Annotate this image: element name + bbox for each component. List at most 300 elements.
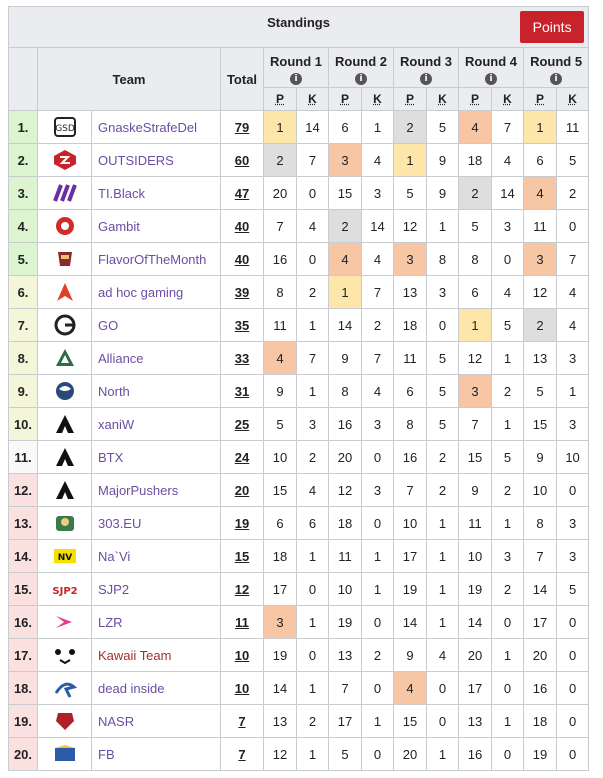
team-name-cell[interactable]	[92, 738, 221, 771]
round-2-kills-cell: 4	[362, 144, 394, 177]
round-4-kills-cell: 0	[492, 606, 524, 639]
round-3-kills-cell: 1	[427, 738, 459, 771]
team-logo-cell	[38, 276, 92, 309]
round-5-placement-cell: 17	[524, 606, 557, 639]
team-name-cell[interactable]	[92, 474, 221, 507]
round-1-kills-cell: 1	[297, 375, 329, 408]
xaniw-logo-icon	[52, 413, 78, 435]
round-4-kills-cell: 1	[492, 342, 524, 375]
round-2-kills-cell: 3	[362, 177, 394, 210]
round-1-placement-cell: 3	[264, 606, 297, 639]
total-points-cell: 12	[221, 573, 264, 606]
round-3-placement-cell: 13	[394, 276, 427, 309]
round-4-kills-cell: 1	[492, 408, 524, 441]
round-1-placement-cell: 4	[264, 342, 297, 375]
round-4-kills-cell: 4	[492, 276, 524, 309]
round-2-kills-cell: 0	[362, 738, 394, 771]
total-points-cell: 20	[221, 474, 264, 507]
round-2-kills-cell: 14	[362, 210, 394, 243]
round-5-placement-cell: 15	[524, 408, 557, 441]
round-2-kills-cell: 0	[362, 441, 394, 474]
team-link[interactable]: OUTSIDERS	[98, 152, 174, 168]
round-3-kills-cell: 1	[427, 210, 459, 243]
round-5-kills-cell: 4	[557, 309, 589, 342]
round-5-kills-cell: 0	[557, 606, 589, 639]
table-row	[9, 177, 589, 210]
round-2-placement-cell: 19	[329, 606, 362, 639]
round-5-header: Round 5 i	[524, 48, 589, 88]
round-2-kills-cell: 4	[362, 375, 394, 408]
round-2-placement-cell: 20	[329, 441, 362, 474]
team-name-cell[interactable]	[92, 408, 221, 441]
round-4-placement-cell: 19	[459, 573, 492, 606]
round-5-placement-cell: 3	[524, 243, 557, 276]
round-4-kills-cell: 7	[492, 111, 524, 144]
team-name-cell[interactable]	[92, 573, 221, 606]
round-5-kills-cell: 3	[557, 342, 589, 375]
round-1-kills-cell: 6	[297, 507, 329, 540]
round-4-kills-cell: 5	[492, 441, 524, 474]
round-2-kills-cell: 1	[362, 705, 394, 738]
round-2-placement-cell: 11	[329, 540, 362, 573]
outsiders-logo-icon	[52, 149, 78, 171]
table-row	[9, 573, 589, 606]
team-logo-cell	[38, 441, 92, 474]
round-5-kills-cell: 5	[557, 144, 589, 177]
team-logo-cell	[38, 408, 92, 441]
team-logo-cell	[38, 540, 92, 573]
team-logo-cell	[38, 507, 92, 540]
round-5-kills-cell: 0	[557, 672, 589, 705]
team-logo-cell	[38, 210, 92, 243]
round-5-placement-cell: 18	[524, 705, 557, 738]
round-1-placement-cell: 8	[264, 276, 297, 309]
round-3-placement-cell: 6	[394, 375, 427, 408]
table-row	[9, 276, 589, 309]
round-3-placement-cell: 12	[394, 210, 427, 243]
round-3-placement-cell: 16	[394, 441, 427, 474]
total-points-cell: 24	[221, 441, 264, 474]
round-2-placement-cell: 18	[329, 507, 362, 540]
round-3-placement-cell: 11	[394, 342, 427, 375]
info-icon[interactable]: i	[355, 73, 367, 85]
position-cell: 19.	[9, 705, 38, 738]
position-cell: 1.	[9, 111, 38, 144]
team-logo-cell	[38, 639, 92, 672]
total-points-cell: 10	[221, 639, 264, 672]
round-2-placement-cell: 7	[329, 672, 362, 705]
position-cell: 15.	[9, 573, 38, 606]
position-cell: 7.	[9, 309, 38, 342]
total-points-cell: 25	[221, 408, 264, 441]
round-3-placement-cell: 10	[394, 507, 427, 540]
round-5-kills-cell: 1	[557, 375, 589, 408]
total-points-cell: 19	[221, 507, 264, 540]
round-2-kills-cell: 0	[362, 606, 394, 639]
flavor-logo-icon	[52, 248, 78, 270]
round-3-kills-cell: 0	[427, 705, 459, 738]
round-3-header: Round 3 i	[394, 48, 459, 88]
svg-text:SJP2: SJP2	[51, 586, 78, 597]
round-2-placement-cell: 14	[329, 309, 362, 342]
position-cell: 16.	[9, 606, 38, 639]
position-header	[9, 48, 38, 111]
team-name-cell[interactable]	[92, 177, 221, 210]
standings-table	[8, 6, 589, 771]
round-3-placement-cell: 18	[394, 309, 427, 342]
round-3-kills-cell: 5	[427, 342, 459, 375]
team-logo-cell	[38, 573, 92, 606]
total-points-cell: 33	[221, 342, 264, 375]
round-2-kills-cell: 0	[362, 672, 394, 705]
team-link[interactable]: TI.Black	[98, 185, 145, 201]
round-5-kills-cell: 7	[557, 243, 589, 276]
round-4-header: Round 4 i	[459, 48, 524, 88]
gsd-logo-icon	[52, 116, 78, 138]
round-2-kills-cell: 1	[362, 573, 394, 606]
team-logo-cell	[38, 672, 92, 705]
round-1-placement-cell: 9	[264, 375, 297, 408]
round-5-placement-cell: 11	[524, 210, 557, 243]
round-5-kills-cell: 0	[557, 705, 589, 738]
round-2-placement-cell: 8	[329, 375, 362, 408]
round-3-kills-cell: 1	[427, 606, 459, 639]
alliance-logo-icon	[52, 347, 78, 369]
round-1-placement-cell: 11	[264, 309, 297, 342]
position-cell: 10.	[9, 408, 38, 441]
303eu-logo-icon	[52, 512, 78, 534]
nasr-logo-icon	[52, 710, 78, 732]
round-2-placement-cell: 6	[329, 111, 362, 144]
round-3-kills-cell: 2	[427, 441, 459, 474]
round-1-placement-cell: 20	[264, 177, 297, 210]
team-name-cell[interactable]	[92, 144, 221, 177]
round-5-placement-cell: 6	[524, 144, 557, 177]
round-1-kills-cell: 1	[297, 738, 329, 771]
round-1-kills-cell: 2	[297, 705, 329, 738]
round-5-placement-cell: 19	[524, 738, 557, 771]
team-name-cell[interactable]	[92, 672, 221, 705]
round-2-kills-cell: 2	[362, 639, 394, 672]
team-name-cell[interactable]	[92, 375, 221, 408]
position-cell: 12.	[9, 474, 38, 507]
round-5-placement-cell: 16	[524, 672, 557, 705]
round-2-kills-cell: 3	[362, 408, 394, 441]
round-4-placement-cell: 5	[459, 210, 492, 243]
round-3-kills-cell: 5	[427, 111, 459, 144]
round-4-kills-cell: 5	[492, 309, 524, 342]
position-cell: 9.	[9, 375, 38, 408]
info-icon[interactable]: i	[550, 73, 562, 85]
round-2-kills-cell: 1	[362, 540, 394, 573]
total-points-cell: 7	[221, 738, 264, 771]
navi-logo-icon	[52, 545, 78, 567]
round-2-header: Round 2 i	[329, 48, 394, 88]
round-2-kills-cell: 3	[362, 474, 394, 507]
round-1-placement-cell: 15	[264, 474, 297, 507]
kills-header: K	[297, 88, 329, 111]
round-1-placement-cell: 6	[264, 507, 297, 540]
team-link[interactable]: dead inside	[98, 680, 165, 696]
deadinside-logo-icon	[52, 677, 78, 699]
total-header: Total	[221, 48, 264, 111]
team-link[interactable]: BTX	[98, 449, 124, 465]
round-1-placement-cell: 10	[264, 441, 297, 474]
table-row	[9, 111, 589, 144]
position-cell: 14.	[9, 540, 38, 573]
round-4-kills-cell: 0	[492, 672, 524, 705]
team-link[interactable]: LZR	[98, 614, 123, 630]
round-5-placement-cell: 10	[524, 474, 557, 507]
team-link[interactable]: MajorPushers	[98, 482, 179, 498]
round-1-placement-cell: 18	[264, 540, 297, 573]
team-logo-cell	[38, 243, 92, 276]
round-5-placement-cell: 20	[524, 639, 557, 672]
round-1-kills-cell: 4	[297, 210, 329, 243]
team-link[interactable]: FB	[98, 746, 115, 762]
north-logo-icon	[52, 380, 78, 402]
round-3-kills-cell: 0	[427, 672, 459, 705]
round-2-placement-cell: 1	[329, 276, 362, 309]
table-row	[9, 540, 589, 573]
round-1-kills-cell: 0	[297, 573, 329, 606]
round-5-placement-cell: 4	[524, 177, 557, 210]
round-3-placement-cell: 9	[394, 639, 427, 672]
position-cell: 11.	[9, 441, 38, 474]
round-1-placement-cell: 13	[264, 705, 297, 738]
round-1-placement-cell: 19	[264, 639, 297, 672]
table-row	[9, 375, 589, 408]
round-4-placement-cell: 11	[459, 507, 492, 540]
position-cell: 4.	[9, 210, 38, 243]
team-logo-cell	[38, 111, 92, 144]
position-cell: 5.	[9, 243, 38, 276]
round-3-placement-cell: 3	[394, 243, 427, 276]
kills-header: K	[557, 88, 589, 111]
position-cell: 18.	[9, 672, 38, 705]
team-link[interactable]: xaniW	[98, 416, 135, 432]
team-header: Team	[38, 48, 221, 111]
round-3-kills-cell: 5	[427, 408, 459, 441]
round-1-placement-cell: 14	[264, 672, 297, 705]
round-4-kills-cell: 1	[492, 507, 524, 540]
round-4-placement-cell: 18	[459, 144, 492, 177]
round-3-kills-cell: 1	[427, 507, 459, 540]
round-3-kills-cell: 0	[427, 309, 459, 342]
info-icon[interactable]: i	[290, 73, 302, 85]
round-2-placement-cell: 3	[329, 144, 362, 177]
round-2-placement-cell: 10	[329, 573, 362, 606]
round-4-placement-cell: 6	[459, 276, 492, 309]
team-link[interactable]: Alliance	[98, 350, 144, 366]
round-3-kills-cell: 4	[427, 639, 459, 672]
round-5-placement-cell: 12	[524, 276, 557, 309]
team-logo-cell	[38, 705, 92, 738]
round-1-placement-cell: 17	[264, 573, 297, 606]
team-name-cell[interactable]	[92, 276, 221, 309]
standings-body	[9, 111, 589, 771]
round-2-kills-cell: 4	[362, 243, 394, 276]
round-5-placement-cell: 8	[524, 507, 557, 540]
round-1-placement-cell: 7	[264, 210, 297, 243]
go-logo-icon	[52, 314, 78, 336]
table-row	[9, 738, 589, 771]
round-4-placement-cell: 12	[459, 342, 492, 375]
round-3-kills-cell: 1	[427, 573, 459, 606]
round-3-kills-cell: 8	[427, 243, 459, 276]
points-button[interactable]: Points	[520, 11, 584, 43]
team-logo-cell	[38, 738, 92, 771]
team-link[interactable]: GO	[98, 317, 119, 333]
team-name-cell[interactable]	[92, 243, 221, 276]
team-name-cell[interactable]	[92, 210, 221, 243]
table-row	[9, 441, 589, 474]
total-points-cell: 40	[221, 243, 264, 276]
team-link[interactable]: 303.EU	[98, 515, 142, 531]
round-5-kills-cell: 2	[557, 177, 589, 210]
round-4-placement-cell: 4	[459, 111, 492, 144]
tiblack-logo-icon	[52, 182, 78, 204]
round-1-kills-cell: 3	[297, 408, 329, 441]
total-points-cell: 47	[221, 177, 264, 210]
round-5-placement-cell: 1	[524, 111, 557, 144]
team-link[interactable]: Na`Vi	[98, 548, 131, 564]
round-5-kills-cell: 3	[557, 507, 589, 540]
round-4-placement-cell: 1	[459, 309, 492, 342]
position-cell: 20.	[9, 738, 38, 771]
table-row	[9, 342, 589, 375]
btx-logo-icon	[52, 446, 78, 468]
round-3-placement-cell: 5	[394, 177, 427, 210]
team-link[interactable]: Gambit	[98, 218, 140, 234]
table-row	[9, 507, 589, 540]
round-1-kills-cell: 2	[297, 441, 329, 474]
round-4-kills-cell: 14	[492, 177, 524, 210]
team-link[interactable]: ad hoc gaming	[98, 284, 184, 300]
round-4-placement-cell: 7	[459, 408, 492, 441]
team-link[interactable]: North	[98, 383, 130, 399]
fb-logo-icon	[52, 743, 78, 765]
total-points-cell: 15	[221, 540, 264, 573]
team-link[interactable]: NASR	[98, 713, 135, 729]
round-3-placement-cell: 8	[394, 408, 427, 441]
round-5-placement-cell: 9	[524, 441, 557, 474]
page-title: Standings	[267, 15, 330, 30]
round-4-placement-cell: 16	[459, 738, 492, 771]
round-1-kills-cell: 7	[297, 144, 329, 177]
round-1-kills-cell: 0	[297, 243, 329, 276]
table-row	[9, 210, 589, 243]
info-icon[interactable]: i	[485, 73, 497, 85]
majorpushers-logo-icon	[52, 479, 78, 501]
round-5-kills-cell: 0	[557, 474, 589, 507]
round-2-placement-cell: 12	[329, 474, 362, 507]
round-2-placement-cell: 17	[329, 705, 362, 738]
team-logo-cell	[38, 144, 92, 177]
placement-header: P	[394, 88, 427, 111]
team-name-cell[interactable]	[92, 606, 221, 639]
round-2-placement-cell: 4	[329, 243, 362, 276]
round-4-kills-cell: 1	[492, 705, 524, 738]
round-1-placement-cell: 1	[264, 111, 297, 144]
kills-header: K	[492, 88, 524, 111]
team-name-cell[interactable]	[92, 111, 221, 144]
round-4-kills-cell: 3	[492, 210, 524, 243]
team-logo-cell	[38, 606, 92, 639]
round-5-kills-cell: 5	[557, 573, 589, 606]
round-5-placement-cell: 7	[524, 540, 557, 573]
round-3-placement-cell: 17	[394, 540, 427, 573]
round-3-placement-cell: 4	[394, 672, 427, 705]
round-4-kills-cell: 2	[492, 573, 524, 606]
team-name-cell[interactable]	[92, 705, 221, 738]
round-3-kills-cell: 2	[427, 474, 459, 507]
round-5-placement-cell: 5	[524, 375, 557, 408]
round-4-placement-cell: 14	[459, 606, 492, 639]
round-3-kills-cell: 5	[427, 375, 459, 408]
team-link[interactable]: Kawaii Team	[98, 647, 172, 663]
round-4-placement-cell: 2	[459, 177, 492, 210]
table-row	[9, 672, 589, 705]
total-points-cell: 40	[221, 210, 264, 243]
table-row	[9, 639, 589, 672]
round-4-kills-cell: 0	[492, 243, 524, 276]
team-name-cell[interactable]	[92, 309, 221, 342]
info-icon[interactable]: i	[420, 73, 432, 85]
placement-header: P	[459, 88, 492, 111]
round-4-placement-cell: 8	[459, 243, 492, 276]
round-4-kills-cell: 2	[492, 474, 524, 507]
round-4-kills-cell: 4	[492, 144, 524, 177]
round-5-kills-cell: 0	[557, 639, 589, 672]
team-logo-cell	[38, 309, 92, 342]
round-4-kills-cell: 3	[492, 540, 524, 573]
team-link[interactable]: SJP2	[98, 581, 130, 597]
position-cell: 13.	[9, 507, 38, 540]
round-2-placement-cell: 2	[329, 210, 362, 243]
round-5-kills-cell: 4	[557, 276, 589, 309]
total-points-cell: 60	[221, 144, 264, 177]
round-1-kills-cell: 1	[297, 606, 329, 639]
position-cell: 8.	[9, 342, 38, 375]
round-2-placement-cell: 13	[329, 639, 362, 672]
round-3-placement-cell: 14	[394, 606, 427, 639]
sjp2-logo-icon	[52, 578, 78, 600]
total-points-cell: 7	[221, 705, 264, 738]
gambit-logo-icon	[52, 215, 78, 237]
round-3-placement-cell: 7	[394, 474, 427, 507]
round-4-placement-cell: 9	[459, 474, 492, 507]
team-link[interactable]: FlavorOfTheMonth	[98, 251, 207, 267]
team-name-cell[interactable]	[92, 540, 221, 573]
round-4-placement-cell: 3	[459, 375, 492, 408]
team-name-cell[interactable]	[92, 441, 221, 474]
round-3-placement-cell: 1	[394, 144, 427, 177]
team-name-cell[interactable]	[92, 342, 221, 375]
title-cell	[9, 7, 589, 48]
round-5-placement-cell: 2	[524, 309, 557, 342]
team-name-cell[interactable]	[92, 639, 221, 672]
team-link[interactable]: GnaskeStrafeDel	[98, 119, 197, 135]
round-1-kills-cell: 14	[297, 111, 329, 144]
round-2-kills-cell: 2	[362, 309, 394, 342]
position-cell: 2.	[9, 144, 38, 177]
table-row	[9, 309, 589, 342]
round-1-placement-cell: 12	[264, 738, 297, 771]
table-row	[9, 474, 589, 507]
team-name-cell[interactable]	[92, 507, 221, 540]
svg-text:GSD: GSD	[54, 124, 75, 134]
